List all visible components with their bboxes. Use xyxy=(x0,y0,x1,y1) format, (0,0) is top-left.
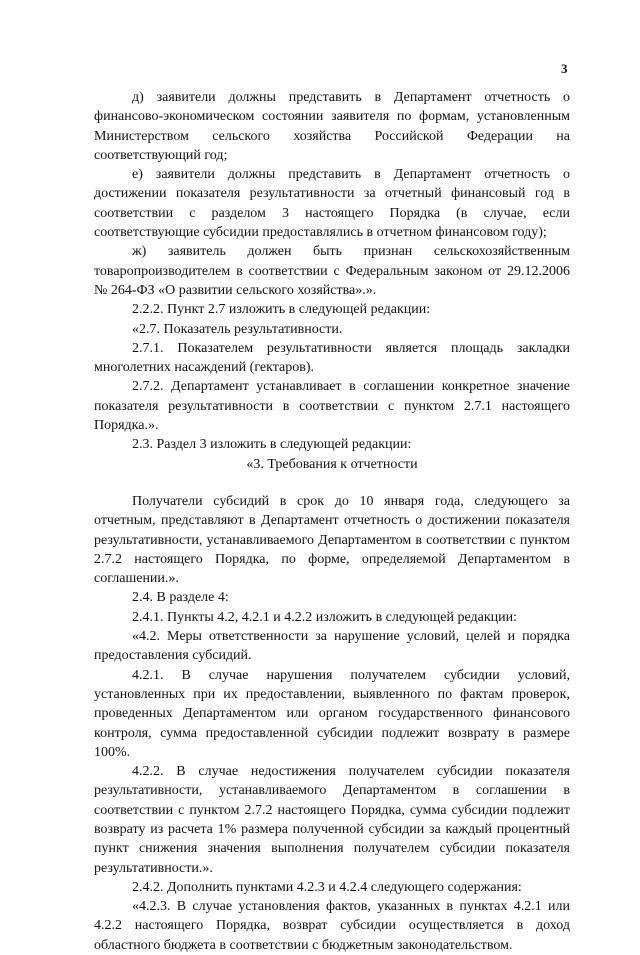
paragraph-e: е) заявители должны представить в Департамент отчетность о достижении показателя результативности за отчетный финансовый год в соответствии с разделом 3 настоящего Порядка (в случае, если соответствующие субсидии предоставлялись в отчетном финансовом году); xyxy=(94,167,570,241)
paragraph-4-2: «4.2. Меры ответственности за нарушение условий, целей и порядка предоставления субсидий. xyxy=(94,629,570,664)
paragraph-2-7-2: 2.7.2. Департамент устанавливает в соглашении конкретное значение показателя результативности в соответствии с пунктом 2.7.1 настоящего Порядка.». xyxy=(94,379,570,434)
paragraph-2-4-2: 2.4.2. Дополнить пунктами 4.2.3 и 4.2.4 следующего содержания: xyxy=(132,879,522,895)
document-body xyxy=(94,88,570,955)
paragraph-2-4-1: 2.4.1. Пункты 4.2, 4.2.1 и 4.2.2 изложить в следующей редакции: xyxy=(132,609,518,625)
paragraph-d: д) заявители должны представить в Департамент отчетность о финансово-экономическом состоянии заявителя по формам, установленным Министерством сельского хозяйства Российской Федерации на соответствующий год; xyxy=(94,90,570,163)
paragraph-4-2-3: «4.2.3. В случае установления фактов, указанных в пунктах 4.2.1 или 4.2.2 настоящего Порядка, возврат субсидии осуществляется в доход областного бюджета в соответствии с бюджетным законодательством. xyxy=(94,899,570,953)
spacer xyxy=(94,474,570,492)
paragraph-4-2-1: 4.2.1. В случае нарушения получателем субсидии условий, установленных при их предоставлении, выявленного по фактам проверок, проведенных Департаментом или органом государственного финансового контроля, сумма предоставленной субсидии подлежит возврату в размере 100%. xyxy=(94,667,570,760)
paragraph-zh: ж) заявитель должен быть признан сельскохозяйственным товаропроизводителем в соответствии с Федеральным законом от 29.12.2006 № 264-ФЗ «О развитии сельского хозяйства».». xyxy=(94,244,570,298)
paragraph-2-7-1: 2.7.1. Показателем результативности является площадь закладки многолетних насаждений (гектаров). xyxy=(94,340,570,376)
paragraph-4-2-2: 4.2.2. В случае недостижения получателем субсидии показателя результативности, устанавливаемого Департаментом в соглашении в соответствии с пунктом 2.7.2 настоящего Порядка, сумма субсидии подлежит возврату из расчета 1% размера полученной субсидии за каждый процентный пункт снижения значения выполнения получателем субсидии показателя результативности.». xyxy=(94,764,570,876)
paragraph-2-4: 2.4. В разделе 4: xyxy=(132,590,229,606)
page-number: 3 xyxy=(561,61,568,76)
paragraph-2-7-title: «2.7. Показатель результативности. xyxy=(132,321,343,337)
paragraph-2-2-2: 2.2.2. Пункт 2.7 изложить в следующей редакции: xyxy=(132,302,431,318)
paragraph-reporting: Получатели субсидий в срок до 10 января года, следующего за отчетным, представляют в Департамент отчетность о достижении показателя результативности, устанавливаемого Департаментом в соответствии с пунктом 2.7.2 настоящего Порядка, по форме, определяемой Департаментом в соглашении.». xyxy=(94,493,570,587)
paragraph-2-3: 2.3. Раздел 3 изложить в следующей редакции: xyxy=(132,437,412,453)
section-3-heading: «3. Требования к отчетности xyxy=(246,456,418,472)
